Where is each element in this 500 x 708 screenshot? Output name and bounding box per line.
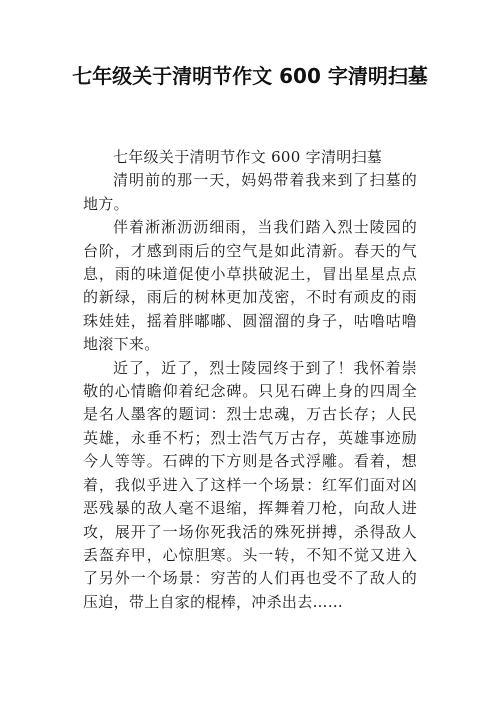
document-body xyxy=(83,146,417,614)
paragraph-subtitle: 七年级关于清明节作文 600 字清明扫墓 xyxy=(113,148,383,166)
document-title: 七年级关于清明节作文 600 字清明扫墓 xyxy=(72,64,428,88)
paragraph-monument: 近了，近了，烈士陵园终于到了！我怀着崇敬的心情瞻仰着纪念碑。只见石碑上身的四周全是名人墨客的题词：烈士忠魂，万古长存；人民英雄，永垂不朽；烈士浩气万古存，英雄事迹励今人等等。石碑的下方则是各式浮雕。看着，想着，我似乎进入了这样一个场景：红军们面对凶恶残暴的敌人毫不退缩，挥舞着刀枪，向敌人进攻，展开了一场你死我活的殊死拼搏，杀得敌人丢盔弃甲，心惊胆寒。头一转，不知不觉又进入了另外一个场景：穷苦的人们再也受不了敌人的压迫，带上自家的棍棒，冲杀出去…… xyxy=(83,358,417,611)
paragraph-rain: 伴着淅淅沥沥细雨，当我们踏入烈士陵园的台阶，才感到雨后的空气是如此清新。春天的气息，雨的味道促使小草拱破泥土，冒出星星点点的新绿，雨后的树林更加茂密，不时有顽皮的雨珠娃娃，摇着胖嘟嘟、圆溜溜的身子，咕噜咕噜地滚下来。 xyxy=(83,218,417,354)
paragraph-intro: 清明前的那一天，妈妈带着我来到了扫墓的地方。 xyxy=(83,171,417,213)
